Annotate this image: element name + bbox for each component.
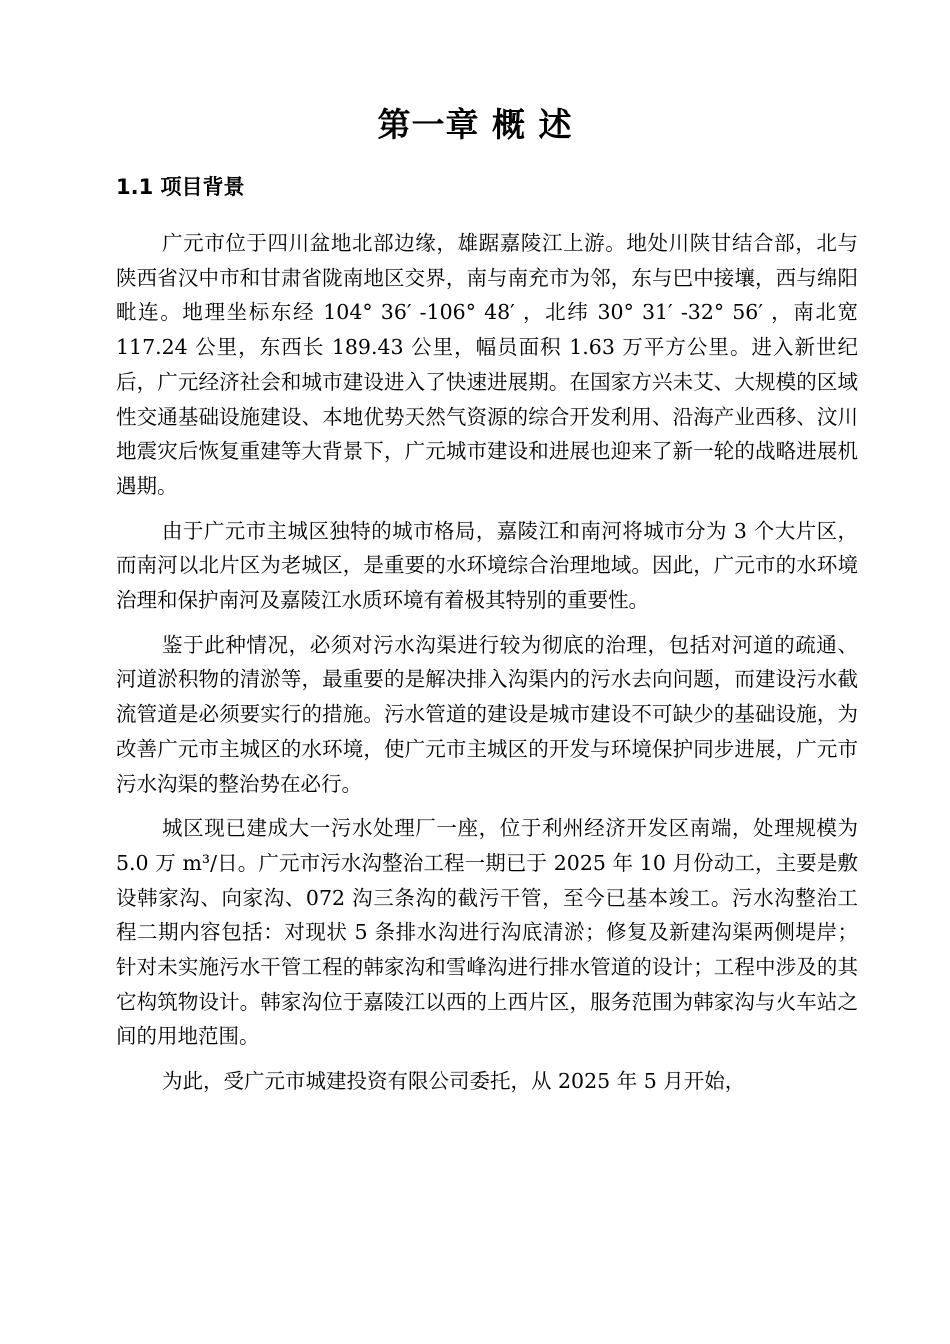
paragraph-treatment-need: 鉴于此种情况，必须对污水沟渠进行较为彻底的治理，包括对河道的疏通、河道淤积物的清淤等，最重要的是解决排入沟渠内的污水去向问题，而建设污水截流管道是必须要实行的措施。污水管道的建设是城市建设不可缺少的基础设施，为改善广元市主城区的水环境，使广元市主城区的开发与环境保护同步进展，广元市污水沟渠的整治势在必行。 — [116, 632, 858, 796]
section-heading: 1.1 项目背景 — [116, 175, 245, 199]
paragraph-project-status: 城区现已建成大一污水处理厂一座，位于利州经济开发区南端，处理规模为 5.0 万 m³/日。广元市污水沟整治工程一期已于 2025 年 10 月份动工，主要是敷设韩家沟、向家沟、072 沟三条沟的截污干管，至今已基本竣工。污水沟整治工程二期内容包括：对现状 5 条排水沟进行沟底清淤；修复及新建沟渠两侧堤岸；针对未实施污水干管工程的韩家沟和雪峰沟进行排水管道的设计；工程中涉及的其它构筑物设计。韩家沟位于嘉陵江以西的上西片区，服务范围为韩家沟与火车站之间的用地范围。 — [116, 816, 858, 1049]
paragraph-location: 广元市位于四川盆地北部边缘，雄踞嘉陵江上游。地处川陕甘结合部，北与陕西省汉中市和甘肃省陇南地区交界，南与南充市为邻，东与巴中接壤，西与绵阳毗连。地理坐标东经 104° 36′ -106° 48′ ，北纬 30° 31′ -32° 56′ ，南北宽 117.24 公里，东西长 189.43 公里，幅员面积 1.63 万平方公里。进入新世纪后，广元经济社会和城市建设进入了快速进展期。在国家方兴未艾、大规模的区域性交通基础设施建设、本地优势天然气资源的综合开发利用、沿海产业西移、汶川地震灾后恢复重建等大背景下，广元城市建设和进展也迎来了新一轮的战略进展机遇期。 — [116, 231, 858, 498]
body-text — [116, 226, 858, 1109]
paragraph-commission: 为此，受广元市城建投资有限公司委托，从 2025 年 5 月开始， — [162, 1069, 746, 1094]
paragraph-city-layout: 由于广元市主城区独特的城市格局，嘉陵江和南河将城市分为 3 个大片区，而南河以北片区为老城区，是重要的水环境综合治理地域。因此，广元市的水环境治理和保护南河及嘉陵江水质环境有着极其特别的重要性。 — [116, 518, 858, 613]
chapter-title: 第一章 概 述 — [377, 105, 573, 144]
